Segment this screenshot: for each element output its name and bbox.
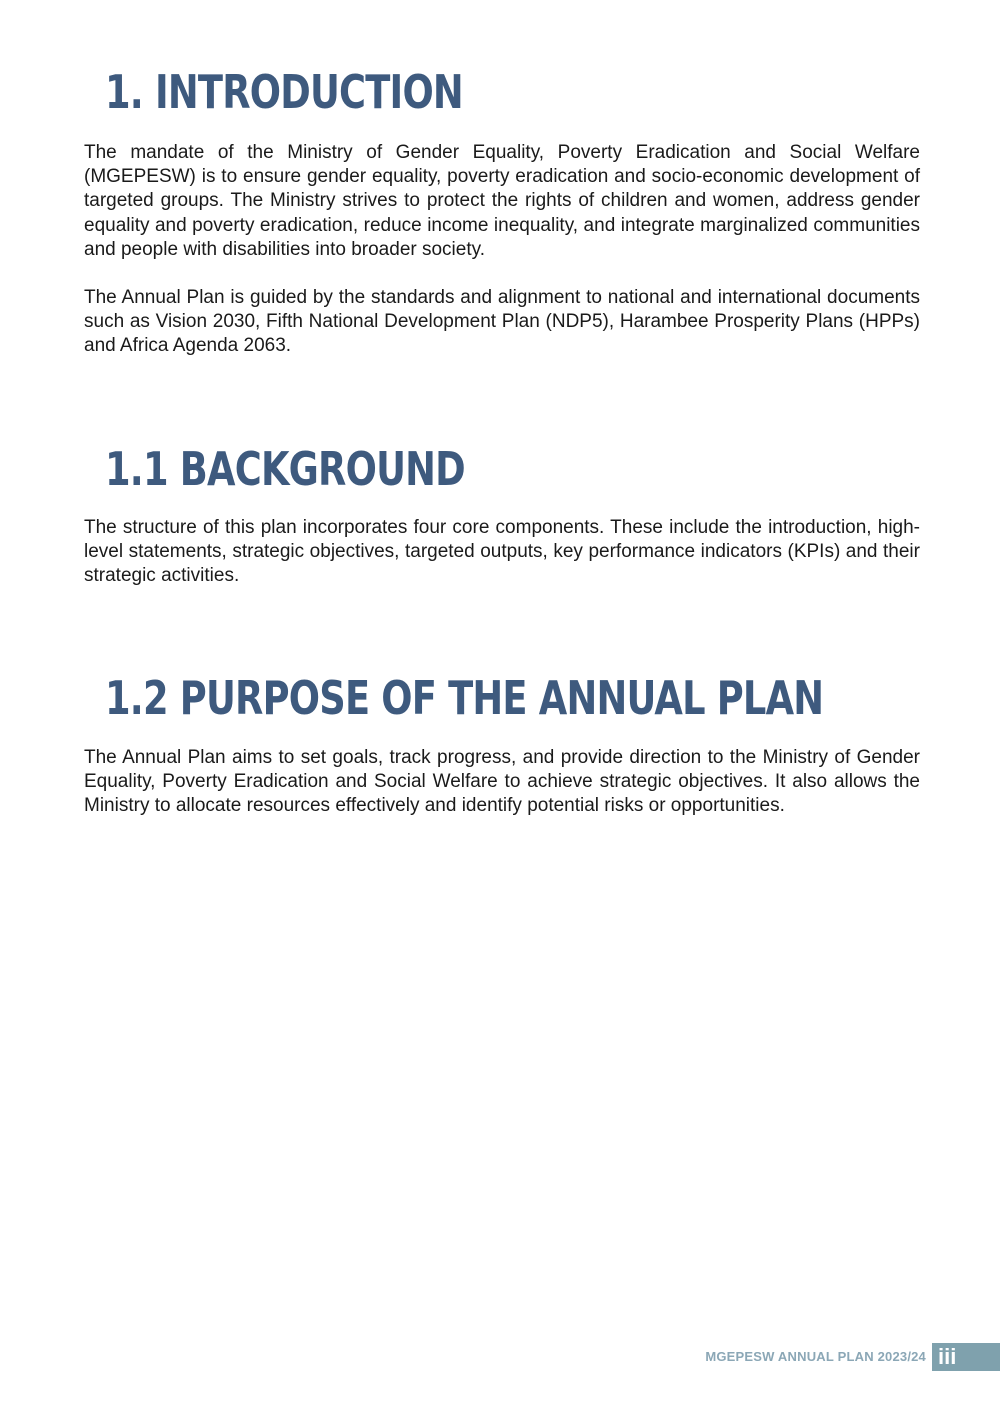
purpose-paragraph: The Annual Plan aims to set goals, track progress, and provide direction to the Ministry of Gender Equality, Poverty Eradication and Social Welfare to achieve strategic objectives. It also allows the Ministry to allocate resources effectively and identify potential risks or opportunities. xyxy=(84,747,920,817)
section-heading-purpose: 1.2 PURPOSE OF THE ANNUAL PLAN xyxy=(105,671,824,725)
introduction-paragraph-guidance: The Annual Plan is guided by the standards and alignment to national and international documents such as Vision 2030, Fifth National Development Plan (NDP5), Harambee Prosperity Plans (HPPs) and Africa Agenda 2063. xyxy=(84,287,920,357)
section-heading-background: 1.1 BACKGROUND xyxy=(105,442,465,496)
introduction-paragraph-mandate: The mandate of the Ministry of Gender Equality, Poverty Eradication and Social Welfare (MGEPESW) is to ensure gender equality, poverty eradication and socio-economic development of targeted groups. The Ministry strives to protect the rights of children and women, address gender equality and poverty eradication, reduce income inequality, and integrate marginalized communities and people with disabilities into broader society. xyxy=(84,142,920,260)
page-number-tab xyxy=(932,1343,1000,1371)
background-paragraph: The structure of this plan incorporates four core components. These include the introduction, high-level statements, strategic objectives, targeted outputs, key performance indicators (KPIs) and their strategic activities. xyxy=(84,517,920,587)
footer-document-title: MGEPESW ANNUAL PLAN 2023/24 xyxy=(705,1349,926,1364)
page-number: iii xyxy=(938,1344,957,1369)
section-heading-introduction: 1. INTRODUCTION xyxy=(105,65,463,119)
